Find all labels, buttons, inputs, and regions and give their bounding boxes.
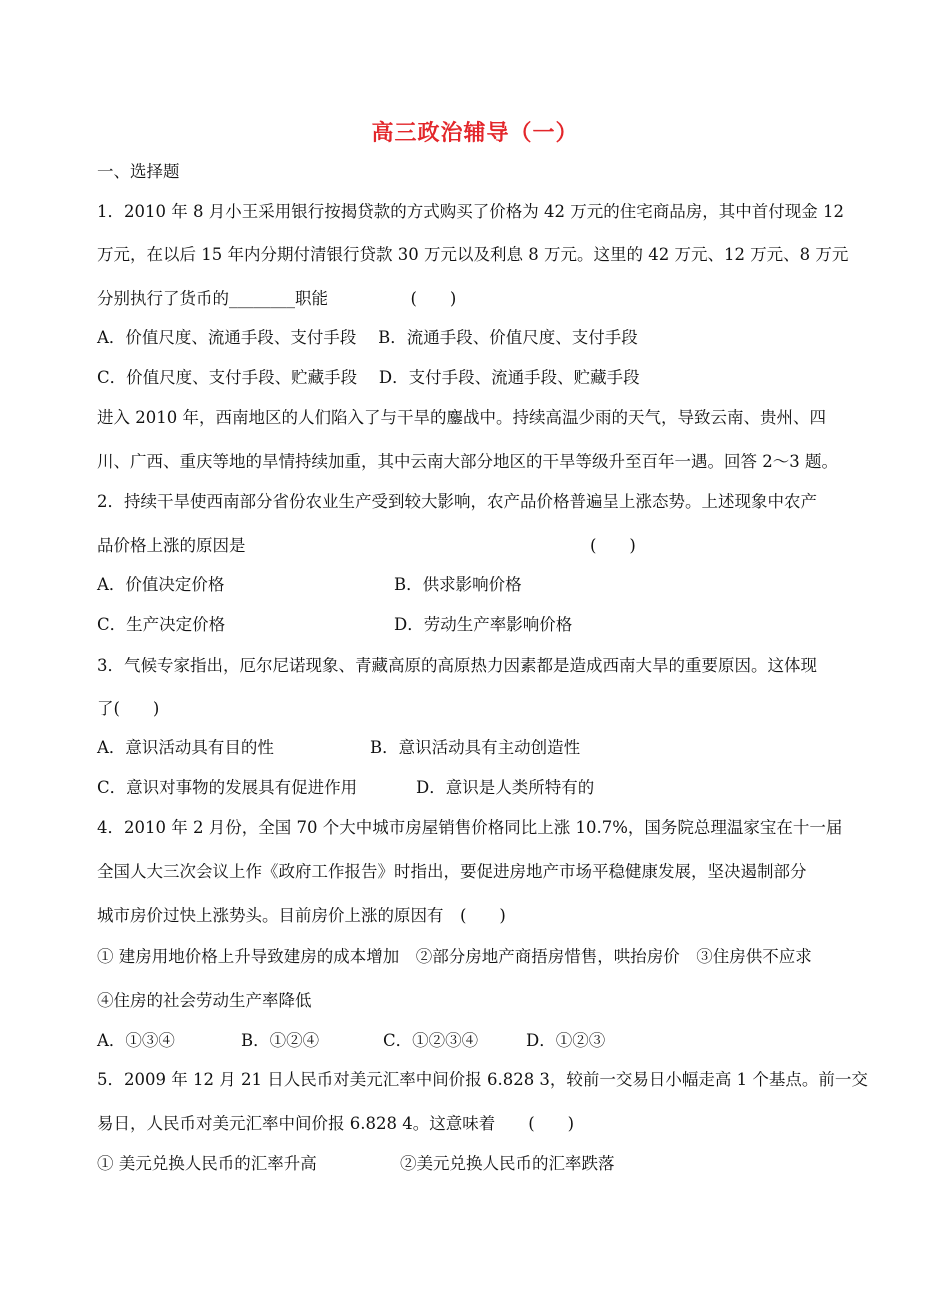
q5-statement-2: ②美元兑换人民币的汇率跌落 <box>400 1154 615 1173</box>
q1-text-line-2: 万元，在以后 15 年内分期付清银行贷款 30 万元以及利息 8 万元。这里的 42 万元、12 万元、8 万元 <box>97 245 849 264</box>
q1-options-cd: C．价值尺度、支付手段、贮藏手段 D．支付手段、流通手段、贮藏手段 <box>97 368 640 387</box>
q1-text-line-1: 1．2010 年 8 月小王采用银行按揭贷款的方式购买了价格为 42 万元的住宅商品房，其中首付现金 12 <box>97 202 844 221</box>
q4-text-line-2: 全国人大三次会议上作《政府工作报告》时指出，要促进房地产市场平稳健康发展，坚决遏制部分 <box>97 862 807 881</box>
q4-option-a: A．①③④ <box>97 1031 175 1050</box>
section-heading: 一、选择题 <box>97 162 180 181</box>
q1-options-ab: A．价值尺度、流通手段、支付手段 B．流通手段、价值尺度、支付手段 <box>97 328 638 347</box>
q5-text-line-1: 5．2009 年 12 月 21 日人民币对美元汇率中间价报 6.828 3，较前一交易日小幅走高 1 个基点。前一交 <box>97 1070 868 1089</box>
q2-option-c: C．生产决定价格 <box>97 615 226 634</box>
q2-text-line-2: 品价格上涨的原因是 <box>97 536 246 555</box>
q1-text-line-3: 分别执行了货币的________职能 ( ) <box>97 289 457 308</box>
q4-statements-line-1: ① 建房用地价格上升导致建房的成本增加 ②部分房地产商捂房惜售，哄抬房价 ③住房供不应求 <box>97 947 812 966</box>
q3-text-line-1: 3．气候专家指出，厄尔尼诺现象、青藏高原的高原热力因素都是造成西南大旱的重要原因。这体现 <box>97 656 817 675</box>
q4-statements-line-2: ④住房的社会劳动生产率降低 <box>97 991 312 1010</box>
intro-line-1: 进入 2010 年，西南地区的人们陷入了与干旱的鏖战中。持续高温少雨的天气，导致云南、贵州、四 <box>97 408 826 427</box>
q4-text-line-1: 4．2010 年 2 月份，全国 70 个大中城市房屋销售价格同比上涨 10.7%，国务院总理温家宝在十一届 <box>97 818 843 837</box>
intro-line-2: 川、广西、重庆等地的旱情持续加重，其中云南大部分地区的干旱等级升至百年一遇。回答 2～3 题。 <box>97 452 838 471</box>
q3-option-b: B．意识活动具有主动创造性 <box>370 738 581 757</box>
q2-answer-paren: ( ) <box>590 536 636 555</box>
q4-option-d: D．①②③ <box>526 1031 606 1050</box>
document-title: 高三政治辅导（一） <box>371 120 579 146</box>
q2-text-line-1: 2．持续干旱使西南部分省份农业生产受到较大影响，农产品价格普遍呈上涨态势。上述现象中农产 <box>97 492 817 511</box>
q4-option-c: C．①②③④ <box>383 1031 479 1050</box>
q3-option-c: C．意识对事物的发展具有促进作用 <box>97 778 358 797</box>
q4-text-line-3: 城市房价过快上涨势头。目前房价上涨的原因有 ( ) <box>97 906 506 925</box>
q5-statement-1: ① 美元兑换人民币的汇率升高 <box>97 1154 317 1173</box>
q3-option-d: D．意识是人类所特有的 <box>416 778 595 797</box>
q5-text-line-2: 易日，人民币对美元汇率中间价报 6.828 4。这意味着 ( ) <box>97 1114 575 1133</box>
q3-option-a: A．意识活动具有目的性 <box>97 738 274 757</box>
q3-text-line-2: 了( ) <box>97 699 160 718</box>
q4-option-b: B．①②④ <box>241 1031 320 1050</box>
q2-option-b: B．供求影响价格 <box>394 575 522 594</box>
q2-option-a: A．价值决定价格 <box>97 575 225 594</box>
q2-option-d: D．劳动生产率影响价格 <box>394 615 573 634</box>
